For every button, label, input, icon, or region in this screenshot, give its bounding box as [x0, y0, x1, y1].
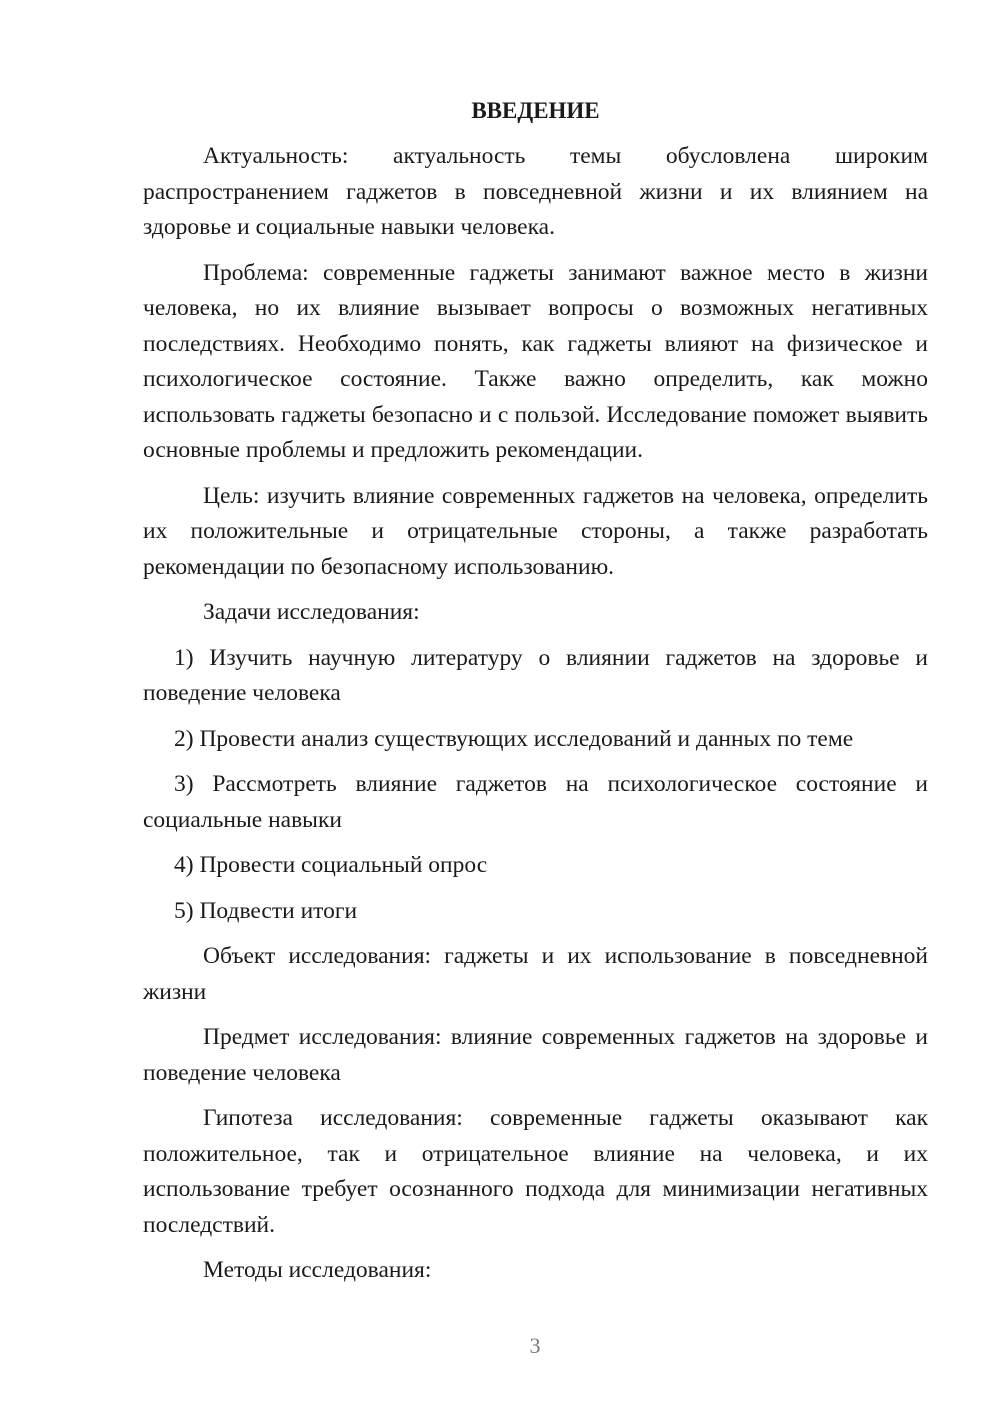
paragraph-tasks-heading: Задачи исследования:: [203, 599, 420, 625]
paragraph-hypothesis: Гипотеза исследования: современные гаджеты оказывают как положительное, так и отрицательное влияние на человека, и их использование требует осознанного подхода для минимизации негативных последствий.: [143, 1105, 928, 1238]
list-item: 1) Изучить научную литературу о влиянии гаджетов на здоровье и поведение человека: [143, 644, 928, 706]
paragraph-object: Объект исследования: гаджеты и их использование в повседневной жизни: [143, 943, 928, 1005]
list-item: 5) Подвести итоги: [174, 897, 358, 924]
list-item: 2) Провести анализ существующих исследований и данных по теме: [174, 725, 854, 752]
paragraph-subject: Предмет исследования: влияние современных гаджетов на здоровье и поведение человека: [143, 1024, 928, 1086]
list-item: 3) Рассмотреть влияние гаджетов на психологическое состояние и социальные навыки: [143, 771, 928, 833]
list-item: 4) Провести социальный опрос: [174, 852, 488, 878]
document-page: [143, 96, 928, 1299]
paragraph-goal: Цель: изучить влияние современных гаджетов на человека, определить их положительные и отрицательные стороны, а также разработать рекомендации по безопасному использованию.: [143, 482, 928, 580]
page-number: 3: [529, 1333, 541, 1358]
paragraph-methods-heading: Методы исследования:: [203, 1257, 432, 1283]
tasks-list: [143, 641, 928, 930]
paragraph-problem: Проблема: современные гаджеты занимают важное место в жизни человека, но их влияние вызывает вопросы о возможных негативных последствиях. Необходимо понять, как гаджеты влияют на физическое и психологическое состояние. Также важно определить, как можно использовать гаджеты безопасно и с пользой. Исследование поможет выявить основные проблемы и предложить рекомендации.: [143, 259, 928, 463]
paragraph-relevance: Актуальность: актуальность темы обусловлена широким распространением гаджетов в повседневной жизни и их влиянием на здоровье и социальные навыки человека.: [143, 143, 928, 240]
page-title: ВВЕДЕНИЕ: [471, 98, 600, 123]
